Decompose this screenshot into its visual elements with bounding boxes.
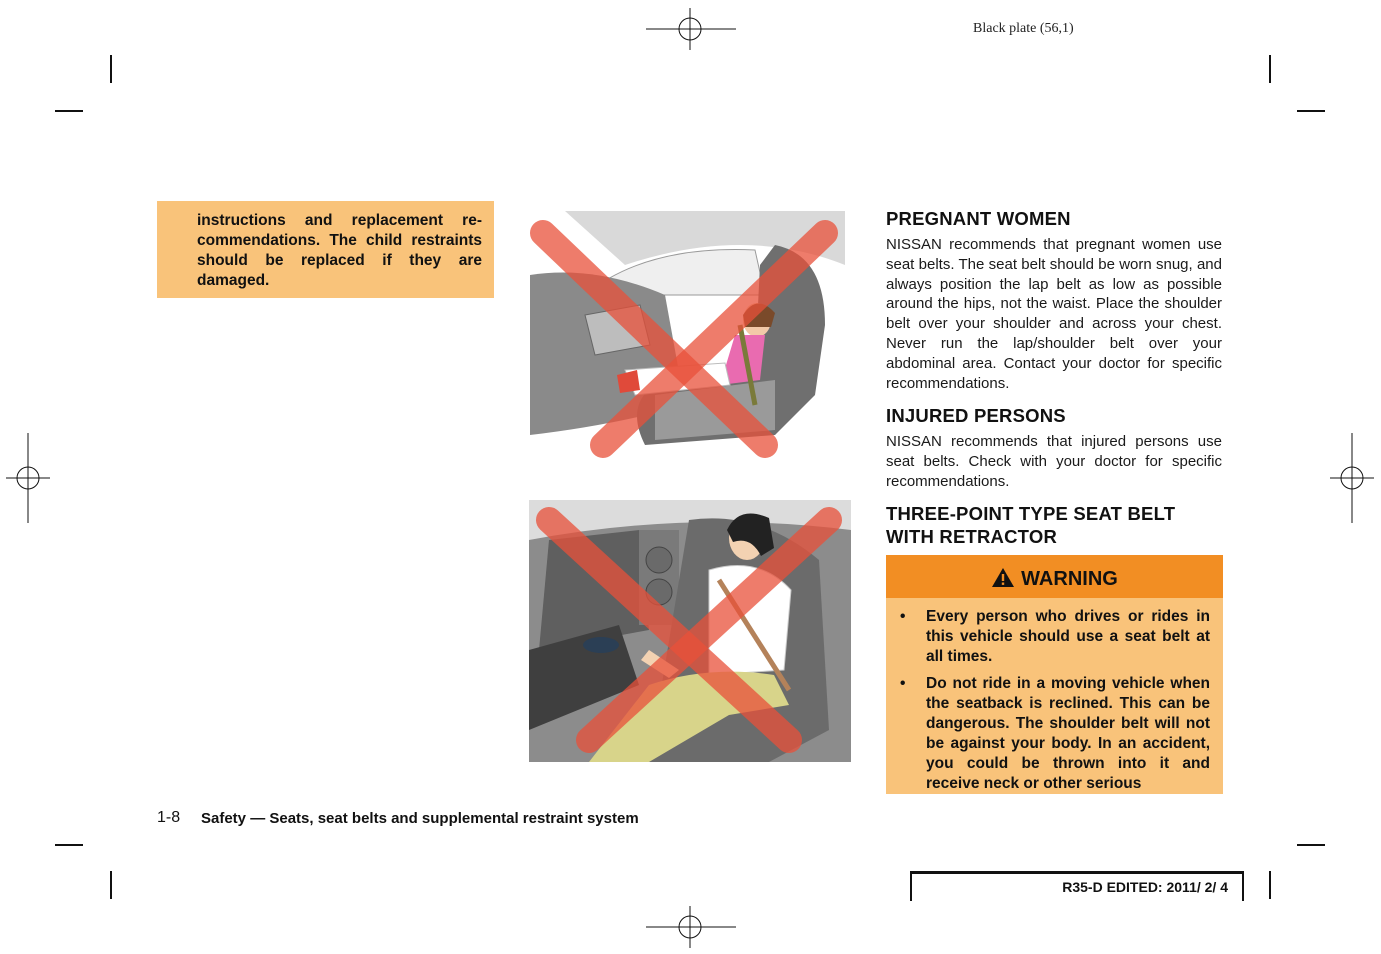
warning-item-text: Every person who drives or rides in this vehicle should use a seat belt at all times. <box>926 608 1210 665</box>
plate-label: Black plate (56,1) <box>973 21 1074 36</box>
section-body-pregnant-women: NISSAN recommends that pregnant women use seat belts. The seat belt should be worn snug, and always position the lap belt as low as possible around the hips, not the waist. Place the shoulder belt over your shoulder and across your chest. Never run the lap/shoulder belt over your abdominal area. Contact your doctor for specific recommendations. <box>886 236 1222 392</box>
registration-mark-left <box>6 433 50 523</box>
page-number: 1-8 <box>157 809 181 826</box>
section-body-injured-persons: NISSAN recommends that injured persons use seat belts. Check with your doctor for specific recommendations. <box>886 433 1222 490</box>
warning-header <box>886 555 1223 598</box>
edited-label: R35-D EDITED: 2011/ 2/ 4 <box>1062 879 1228 895</box>
continued-note-box <box>157 201 494 298</box>
warning-title-text: WARNING <box>1021 568 1118 590</box>
section-heading-pregnant-women: PREGNANT WOMEN <box>886 208 1071 229</box>
child-reclined-seat-illustration <box>525 205 851 473</box>
section-heading-injured-persons: INJURED PERSONS <box>886 405 1066 426</box>
bullet-icon: • <box>900 675 906 692</box>
registration-mark-top <box>646 8 736 50</box>
warning-list <box>886 607 1223 794</box>
note-text: instructions and replacement re- commendations. The child restraints should be replaced if they are damaged. <box>197 212 482 289</box>
section-heading-three-point-belt-line1: THREE-POINT TYPE SEAT BELT <box>886 503 1176 524</box>
warning-item <box>886 607 1223 667</box>
chapter-title: Safety — Seats, seat belts and supplemental restraint system <box>201 810 639 827</box>
warning-body <box>886 598 1223 794</box>
section-heading-three-point-belt-line2: WITH RETRACTOR <box>886 526 1057 547</box>
warning-triangle-icon <box>991 567 1015 588</box>
bullet-icon: • <box>900 608 906 625</box>
registration-mark-bottom <box>646 906 736 948</box>
adult-reclined-seat-illustration <box>529 500 851 762</box>
edited-stamp <box>910 871 1244 901</box>
warning-item <box>886 674 1223 794</box>
warning-item-text: Do not ride in a moving vehicle when the seatback is reclined. This can be dangerous. The shoulder belt will not be against your body. In an accident, you could be thrown into it and receive neck or other serious <box>926 675 1210 792</box>
warning-title <box>886 567 1223 591</box>
registration-mark-right <box>1330 433 1374 523</box>
